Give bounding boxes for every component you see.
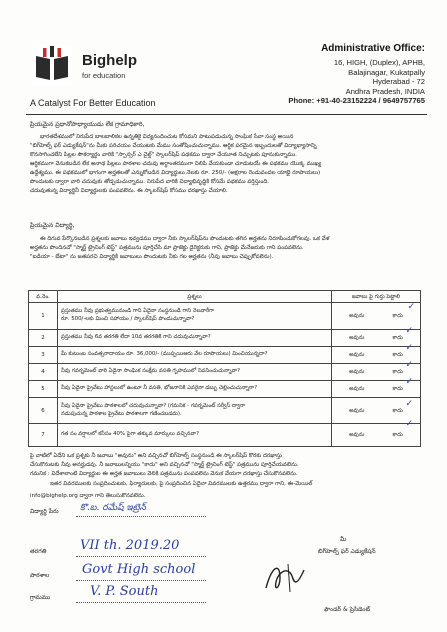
founder-title: ఫౌండర్ & ప్రెసిడెంట్ [324, 606, 371, 613]
tagline: A Catalyst For Better Education [30, 98, 156, 108]
field-label-village: గ్రామము [30, 594, 51, 601]
yes-option[interactable]: అవును [349, 432, 365, 438]
check-mark-icon: ✓ [405, 360, 413, 370]
table-row [29, 424, 421, 447]
office-phone: Phone: +91-40-23152224 / 9649757765 [288, 96, 425, 106]
row-question: ప్రస్తుతము నీవు ప్రభుత్వమునుండి గాని ఏదైనా సంస్థనుండి గాని నెలవారీగా రూ. 500/-లకు మించి సహాయం / స్కాలర్‌షిప్ పొందుచున్నావా? [58, 303, 332, 330]
check-mark-icon: ✓ [405, 326, 413, 336]
signature-scribble [258, 558, 318, 598]
row-number: 7 [29, 424, 58, 447]
paragraph-line: ఉద్దేశ్యము. ఈ పథకములో భాగంగా అర్హతలతో ఎన్నుకోబడిన విద్యార్థులు నెలకు రూ. 250/- (అక్షరాల రెండువందల యాభై రూపాయలు) [30, 170, 321, 176]
no-option[interactable]: కాదు [392, 407, 403, 414]
header-divider [26, 114, 427, 115]
paragraph-line: "ఐడియా - బేటా" ను జతపరచి విద్యార్థికి జవాబులు పొందుటకు నీకు గల అర్హతను (నీవు జవాబు చెప్పుకోవలెను). [30, 254, 274, 260]
office-line: Hyderabad - 72 [372, 77, 425, 87]
table-row [29, 381, 421, 398]
paragraph-line: పొందుటకు ద్వారా వారి చదువుకు తోడ్పడుచున్నాము. నిరుపేద వారికి విద్యాభివృద్ధికి కోసమే పథకము వర్తిస్తుంది. [30, 179, 270, 185]
check-mark-icon: ✓ [407, 302, 415, 312]
office-line: Andhra Pradesh, INDIA [345, 86, 425, 96]
no-option[interactable]: కాదు [392, 313, 403, 319]
row-number: 6 [29, 398, 58, 424]
closing: మీ [340, 536, 347, 543]
row-question: గత సం వర్షాలలో కనీసం 40% పైగా తక్కువ మార్కులు వచ్చినవా? [58, 424, 332, 447]
school-line [76, 580, 206, 581]
row-number: 5 [29, 381, 58, 398]
row-question: మీ కుటుంబ సంవత్సరాదాయం రూ. 36,000/- (ముప్పయిఆరు వేల రూపాయలు) మించియున్నదా? [58, 347, 332, 364]
brand-subtitle: for education [82, 71, 126, 80]
table-row [29, 303, 421, 330]
office-line: Balajinagar, Kukatpally [348, 67, 425, 77]
eligibility-questions-table [28, 290, 421, 447]
header-number: వ.నెం. [29, 291, 58, 303]
field-label-class: తరగతి [30, 548, 47, 555]
note-line: పై వాటిలో ఏదేని ఒక ప్రశ్నకు నీ జవాబు "అవును" అని వచ్చినచో బిగ్‌హెల్ప్ సంస్థనుండి ఈ స్కాలర్‌షిప్ కొరకు దరఖాస్తు [30, 453, 282, 459]
table-row [29, 364, 421, 381]
row-question: ప్రస్తుతము నీవు 6వ తరగతి లేదా 10వ తరగతికి గాని చదువుచున్నావా? [58, 330, 332, 347]
row-number: 2 [29, 330, 58, 347]
no-option[interactable]: కాదు [392, 369, 403, 375]
paragraph-line: చదువుతున్న విద్యార్థినీ విద్యార్థులకు పంపవలెను. ఈ స్కాలర్‌షిప్ కోసము దరఖాస్తు చేయాలి. [30, 188, 228, 194]
table-row [29, 330, 421, 347]
check-mark-icon: ✓ [405, 343, 413, 353]
row-question: నీవు ఏదైనా ప్రైవేటు హాస్టలులో ఉంటూ నీ వసతి, భోజనానికి ఎవరైనా డబ్బు చెల్లించుచున్నారా? [58, 381, 332, 398]
table-row [29, 398, 421, 424]
note-line: చేసుకొనుటకు నీవు అనర్హుడవు. నీ జవాబులన్నియు "కాదు" అని వచ్చినచో "స్మార్ట్ ట్రైనింగ్ టెస్ట్" పత్రమును పూర్తిచేయవలెను. [30, 462, 299, 468]
office-address [245, 43, 425, 106]
class-value: VII th. 2019.20 [80, 538, 180, 553]
note-line: info@bighelp.org ద్వారా గాని తెలుసుకొనవలెను. [30, 493, 146, 499]
table-header-row [29, 291, 421, 303]
paragraph-line: అర్హతను పొందినచో "స్మార్ట్ ట్రైనింగ్ టెస్ట్" పత్రమును పూర్తిచేసి మా ప్రాజెక్టు డైరెక్టరుకు గాని, ప్రాజెక్టు మేనేజరుకు గాని పంపవలెను. [30, 245, 304, 251]
school-value: Govt High school [82, 562, 196, 577]
check-mark-icon: ✓ [405, 419, 413, 429]
header-answer: జవాబు పై గుర్తు పెట్టాలి [332, 291, 421, 303]
salutation: ప్రియమైన ప్రధానోపాధ్యాయుడు లేక గ్రామాధికారి, [30, 121, 145, 128]
row-number: 4 [29, 364, 58, 381]
no-option[interactable]: కాదు [392, 386, 403, 392]
table-row [29, 347, 421, 364]
no-option[interactable]: కాదు [392, 432, 403, 438]
note-line: గమనిక : విదేశాలాంటి విద్యార్థుల ఈ అర్హత జవాబులు వెలికి పత్రమును పంపవలెను వెనుక వేయగా దరఖాస్తు చేసుకొనవలెను. [30, 471, 298, 477]
row-question: నీవు గవర్నమెంట్ వారి ఏదైనా సాంఘిక సంక్షేమ వసతి గృహములో నివసించుచున్నావా? [58, 364, 332, 381]
check-mark-icon: ✓ [405, 377, 413, 387]
office-title: Administrative Office: [321, 43, 425, 54]
student-salutation: ప్రియమైన విద్యార్థి, [30, 222, 75, 229]
paragraph-line: భారతదేశములో నిరుపేద బాలబాలికల ఉన్నతికై విద్యనందించుట కోసమని పాటుపడుచున్న సాంఘిక సేవా సంస్థ అయిన [40, 134, 294, 140]
yes-option[interactable]: అవును [349, 352, 365, 358]
note-line: ఇతర వివరములకు సంప్రదించుటకు, ఫిర్యాదులకు, పై సంప్రదించిన ఏదైనా వివరములకు ఉత్తరము ద్వారా గాని, ఈ-మెయిల్ [50, 481, 313, 487]
yes-option[interactable]: అవును [349, 313, 365, 319]
paragraph-line: ఆర్థికముగా వెనుకబడిన లేక అనాథ పిల్లలు పాఠశాల చదువు అర్థాంతరముగా నిలిపి వేయకుండా చూడుటయే ఈ పథకము యొక్క ముఖ్య [30, 161, 322, 167]
field-label-school: పాఠశాల [30, 572, 50, 579]
row-number: 1 [29, 303, 58, 330]
header-questions: ప్రశ్నలు [58, 291, 332, 303]
row-question: నీవు ఏదైనా ప్రైవేటు పాఠశాలలో చదువుచున్నావా? (గమనిక - గవర్నమెంట్ సర్వీస్ ద్వారా నడుపుచున్న పాఠశాల ప్రైవేటు పాఠశాలగా గణించబడదు). [58, 398, 332, 424]
village-value: V. P. South [90, 584, 159, 599]
office-line: 16, HIGH, (Duplex), APHB, [333, 58, 425, 67]
row-answer [332, 419, 421, 447]
village-line [76, 602, 206, 603]
yes-option[interactable]: అవును [349, 335, 365, 341]
yes-option[interactable]: అవును [349, 407, 365, 414]
no-option[interactable]: కాదు [392, 352, 403, 358]
row-number: 3 [29, 347, 58, 364]
class-line [76, 556, 206, 557]
yes-option[interactable]: అవును [349, 386, 365, 392]
organisation-name: బిగ్‌హెల్ప్ ఫర్ ఎడ్యుకేషన్ [318, 548, 376, 555]
field-label-student-name: విద్యార్థి పేరు [30, 508, 59, 515]
brand-name: Bighelp [82, 52, 137, 69]
paragraph-line: కొనసాగించలేని పిల్లల సౌకర్యార్థం వారికి "స్పాన్సర్ ఎ చైల్డ్" స్కాలర్‌షిప్ పథకము ద్వారా చేయూత నిచ్చుటకు పూనుకున్నాము. [30, 152, 297, 158]
open-book-icon [30, 44, 74, 88]
check-mark-icon: ✓ [405, 398, 413, 409]
yes-option[interactable]: అవును [349, 369, 365, 375]
student-name-value: కొ.బ. రమేష్ ఇట్రెన్ [80, 503, 146, 513]
student-name-line [76, 516, 206, 517]
row-answer [332, 377, 421, 398]
no-option[interactable]: కాదు [392, 335, 403, 341]
paragraph-line: "బిగ్‌హెల్ప్ ఫర్ ఎడ్యుకేషన్"ను మీకు పరిచయం చేయుటకు మేము సంతోషించుచున్నాము. ఆర్థిక పరమైన ఇబ్బందులతో విద్యాభ్యాసాన్ని [30, 143, 317, 149]
paragraph-line: ఈ దిగువ పేర్కొనబడిన ప్రశ్నలకు జవాబు ఇవ్వడము ద్వారా నీకు స్కాలర్‌షిప్‌ను పొందుటకు తగిన అర్హతను నిరూపించుకోగలవు. ఒక వేళ [40, 236, 330, 242]
